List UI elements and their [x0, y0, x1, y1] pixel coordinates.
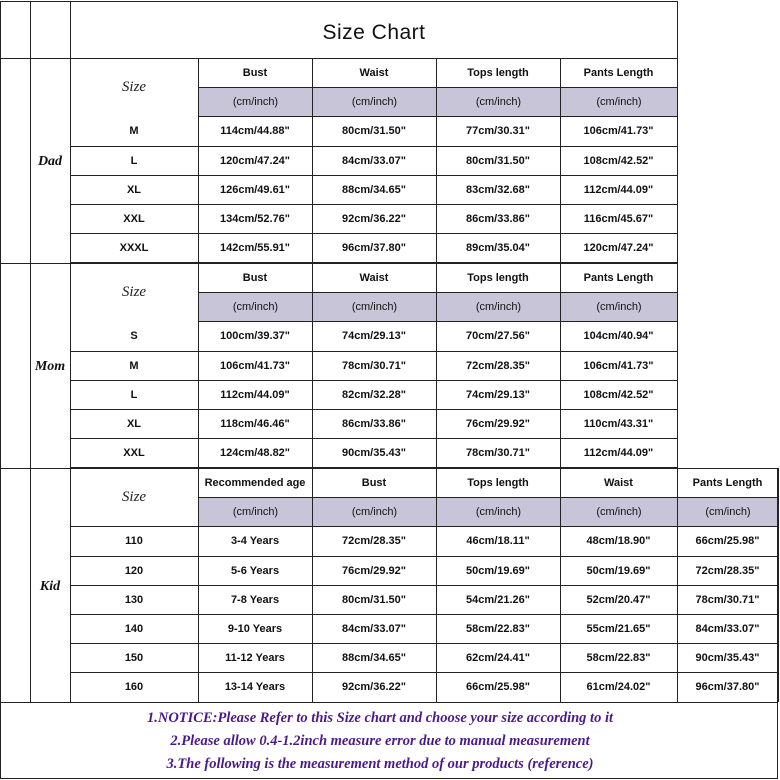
- grid-line: [436, 468, 437, 702]
- grid-line: [198, 468, 199, 702]
- kid-row-4-col-3: 58cm/22.83": [586, 651, 651, 664]
- mom-row-3-col-1: 86cm/33.86": [342, 417, 406, 430]
- kid-size-header: Size: [121, 488, 147, 505]
- dad-unit-cell-0: (cm/inch): [199, 88, 312, 116]
- kid-row-4-col-2: 62cm/24.41": [466, 651, 530, 664]
- kid-row-0-col-4: 66cm/25.98": [695, 535, 760, 547]
- grid-line: [778, 468, 779, 702]
- kid-row-2-col-3: 52cm/20.47": [586, 593, 651, 606]
- kid-row-0-col-1: 72cm/28.35": [342, 535, 406, 547]
- mom-size-header: Size: [121, 283, 147, 300]
- grid-line: [70, 409, 677, 410]
- mom-row-3-size: XL: [126, 417, 142, 430]
- kid-row-3-size: 140: [124, 622, 144, 635]
- kid-header-4: Pants Length: [692, 476, 763, 489]
- dad-header-3: Pants Length: [583, 66, 654, 79]
- grid-line: [677, 1, 678, 468]
- kid-row-0-col-3: 48cm/18.90": [586, 535, 651, 547]
- kid-row-4-col-1: 88cm/34.65": [342, 651, 406, 664]
- note-line-3: 3.The following is the measurement method of our products (reference): [166, 756, 594, 772]
- dad-row-1-col-3: 108cm/42.52": [583, 154, 654, 167]
- mom-row-0-col-1: 74cm/29.13": [342, 330, 406, 342]
- grid-line: [198, 292, 677, 293]
- dad-row-0-size: M: [129, 125, 139, 137]
- mom-row-4-col-1: 90cm/35.43": [342, 446, 406, 459]
- kid-row-5-col-4: 96cm/37.80": [695, 681, 760, 693]
- note-line-2: 2.Please allow 0.4-1.2inch measure error due to manual measurement: [170, 733, 590, 749]
- dad-unit-cell-3: (cm/inch): [561, 88, 677, 116]
- grid-line: [0, 1, 678, 2]
- kid-row-3-col-2: 58cm/22.83": [466, 622, 530, 635]
- grid-line: [312, 263, 313, 467]
- dad-row-1-size: L: [130, 154, 138, 167]
- kid-row-5-col-0: 13-14 Years: [224, 681, 286, 693]
- mom-unit-cell-3: (cm/inch): [561, 293, 677, 321]
- kid-row-2-col-0: 7-8 Years: [230, 593, 280, 606]
- grid-line: [198, 87, 677, 88]
- dad-row-3-col-1: 92cm/36.22": [342, 212, 406, 225]
- grid-line: [198, 321, 677, 322]
- kid-row-0-col-0: 3-4 Years: [230, 535, 280, 547]
- grid-line: [677, 468, 678, 702]
- mom-header-0: Bust: [242, 271, 268, 284]
- mom-header-1: Waist: [359, 271, 389, 284]
- mom-unit-cell-2: (cm/inch): [437, 293, 560, 321]
- mom-row-0-col-3: 104cm/40.94": [583, 330, 654, 342]
- grid-line: [0, 1, 1, 778]
- mom-row-1-size: M: [129, 359, 139, 372]
- grid-line: [70, 146, 677, 147]
- grid-line: [70, 380, 677, 381]
- dad-row-1-col-2: 80cm/31.50": [466, 154, 530, 167]
- dad-row-4-col-1: 96cm/37.80": [342, 241, 406, 254]
- mom-row-1-col-1: 78cm/30.71": [342, 359, 406, 372]
- grid-line: [70, 351, 677, 352]
- kid-unit-cell-3: (cm/inch): [561, 498, 677, 526]
- grid-line: [198, 58, 199, 262]
- mom-row-4-size: XXL: [123, 446, 145, 459]
- grid-line: [0, 58, 678, 59]
- grid-line: [0, 468, 778, 469]
- kid-header-3: Waist: [604, 476, 633, 489]
- mom-row-4-col-3: 112cm/44.09": [583, 446, 654, 459]
- dad-row-2-col-3: 112cm/44.09": [583, 183, 654, 196]
- kid-row-4-col-4: 90cm/35.43": [695, 651, 760, 664]
- mom-row-2-col-0: 112cm/44.09": [220, 388, 290, 401]
- mom-header-3: Pants Length: [583, 271, 654, 284]
- grid-line: [70, 614, 778, 615]
- kid-row-4-size: 150: [124, 651, 144, 664]
- dad-row-2-col-2: 83cm/32.68": [466, 183, 530, 196]
- group-label-mom: Mom: [34, 359, 66, 374]
- dad-row-0-col-2: 77cm/30.31": [466, 125, 530, 137]
- grid-line: [0, 702, 778, 703]
- kid-row-2-col-4: 78cm/30.71": [695, 593, 760, 606]
- grid-line: [560, 58, 561, 262]
- mom-row-3-col-3: 110cm/43.31": [583, 417, 654, 430]
- chart-title: Size Chart: [322, 21, 426, 44]
- group-label-kid: Kid: [39, 579, 61, 594]
- kid-header-2: Tops length: [467, 476, 529, 489]
- mom-row-2-col-2: 74cm/29.13": [466, 388, 530, 401]
- kid-row-3-col-1: 84cm/33.07": [342, 622, 406, 635]
- kid-row-1-col-0: 5-6 Years: [230, 564, 280, 577]
- grid-line: [560, 468, 561, 702]
- kid-row-2-size: 130: [124, 593, 144, 606]
- grid-line: [436, 263, 437, 467]
- kid-row-0-col-2: 46cm/18.11": [466, 535, 530, 547]
- grid-line: [198, 497, 778, 498]
- mom-unit-cell-0: (cm/inch): [199, 293, 312, 321]
- dad-row-3-size: XXL: [123, 212, 145, 225]
- grid-line: [70, 175, 677, 176]
- dad-row-0-col-1: 80cm/31.50": [342, 125, 406, 137]
- grid-line: [198, 263, 199, 467]
- dad-row-4-col-0: 142cm/55.91": [219, 241, 291, 254]
- mom-row-3-col-0: 118cm/46.46": [220, 417, 290, 430]
- grid-line: [70, 438, 677, 439]
- kid-header-1: Bust: [361, 476, 387, 489]
- kid-row-3-col-3: 55cm/21.65": [586, 622, 651, 635]
- kid-row-4-col-0: 11-12 Years: [225, 651, 285, 664]
- dad-unit-cell-2: (cm/inch): [437, 88, 560, 116]
- grid-line: [30, 1, 31, 702]
- dad-row-2-col-0: 126cm/49.61": [219, 183, 291, 196]
- grid-line: [198, 116, 677, 117]
- kid-unit-cell-4: (cm/inch): [678, 498, 778, 526]
- dad-size-header: Size: [121, 78, 147, 95]
- mom-row-2-col-3: 108cm/42.52": [583, 388, 654, 401]
- note-line-1: 1.NOTICE:Please Refer to this Size chart and choose your size according to it: [146, 710, 614, 726]
- kid-row-5-col-3: 61cm/24.02": [586, 681, 651, 693]
- mom-row-1-col-2: 72cm/28.35": [466, 359, 530, 372]
- kid-row-5-size: 160: [124, 681, 144, 693]
- mom-row-0-size: S: [130, 330, 138, 342]
- mom-header-2: Tops length: [467, 271, 529, 284]
- mom-row-2-size: L: [130, 388, 138, 401]
- mom-row-2-col-1: 82cm/32.28": [342, 388, 406, 401]
- kid-row-3-col-4: 84cm/33.07": [695, 622, 760, 635]
- kid-row-1-col-2: 50cm/19.69": [466, 564, 530, 577]
- mom-row-0-col-2: 70cm/27.56": [466, 330, 530, 342]
- grid-line: [0, 263, 678, 264]
- dad-row-4-col-3: 120cm/47.24": [583, 241, 654, 254]
- kid-unit-cell-1: (cm/inch): [313, 498, 436, 526]
- dad-row-3-col-2: 86cm/33.86": [466, 212, 530, 225]
- dad-row-0-col-3: 106cm/41.73": [583, 125, 654, 137]
- kid-row-5-col-1: 92cm/36.22": [342, 681, 406, 693]
- kid-unit-cell-2: (cm/inch): [437, 498, 560, 526]
- mom-row-4-col-2: 78cm/30.71": [466, 446, 530, 459]
- grid-line: [70, 233, 677, 234]
- grid-line: [70, 585, 778, 586]
- dad-row-4-col-2: 89cm/35.04": [466, 241, 530, 254]
- dad-row-1-col-1: 84cm/33.07": [342, 154, 406, 167]
- grid-line: [70, 643, 778, 644]
- grid-line: [0, 778, 778, 779]
- mom-row-1-col-0: 106cm/41.73": [219, 359, 291, 372]
- kid-row-5-col-2: 66cm/25.98": [466, 681, 530, 693]
- mom-row-1-col-3: 106cm/41.73": [583, 359, 654, 372]
- kid-row-1-size: 120: [124, 564, 144, 577]
- grid-line: [777, 468, 778, 778]
- kid-row-2-col-1: 80cm/31.50": [342, 593, 406, 606]
- mom-unit-cell-1: (cm/inch): [313, 293, 436, 321]
- kid-row-1-col-1: 76cm/29.92": [342, 564, 406, 577]
- grid-line: [70, 526, 778, 527]
- grid-line: [70, 204, 677, 205]
- grid-line: [312, 468, 313, 702]
- dad-row-0-col-0: 114cm/44.88": [220, 125, 290, 137]
- dad-row-3-col-3: 116cm/45.67": [583, 212, 654, 225]
- dad-row-1-col-0: 120cm/47.24": [219, 154, 291, 167]
- dad-header-1: Waist: [359, 66, 389, 79]
- dad-row-2-size: XL: [126, 183, 142, 196]
- kid-unit-cell-0: (cm/inch): [199, 498, 312, 526]
- mom-row-4-col-0: 124cm/48.82": [219, 446, 291, 459]
- grid-line: [70, 556, 778, 557]
- dad-unit-cell-1: (cm/inch): [313, 88, 436, 116]
- mom-row-3-col-2: 76cm/29.92": [466, 417, 530, 430]
- grid-line: [436, 58, 437, 262]
- dad-row-2-col-1: 88cm/34.65": [342, 183, 406, 196]
- grid-line: [70, 1, 71, 702]
- kid-row-2-col-2: 54cm/21.26": [466, 593, 530, 606]
- dad-row-4-size: XXXL: [119, 241, 149, 254]
- mom-row-0-col-0: 100cm/39.37": [219, 330, 291, 342]
- dad-row-3-col-0: 134cm/52.76": [219, 212, 291, 225]
- grid-line: [70, 672, 778, 673]
- kid-row-1-col-4: 72cm/28.35": [695, 564, 760, 577]
- kid-row-0-size: 110: [125, 535, 143, 547]
- group-label-dad: Dad: [37, 154, 63, 169]
- dad-header-2: Tops length: [467, 66, 529, 79]
- kid-header-0: Recommended age: [204, 476, 306, 489]
- grid-line: [312, 58, 313, 262]
- kid-row-1-col-3: 50cm/19.69": [586, 564, 651, 577]
- dad-header-0: Bust: [242, 66, 268, 79]
- grid-line: [560, 263, 561, 467]
- kid-row-3-col-0: 9-10 Years: [227, 622, 283, 635]
